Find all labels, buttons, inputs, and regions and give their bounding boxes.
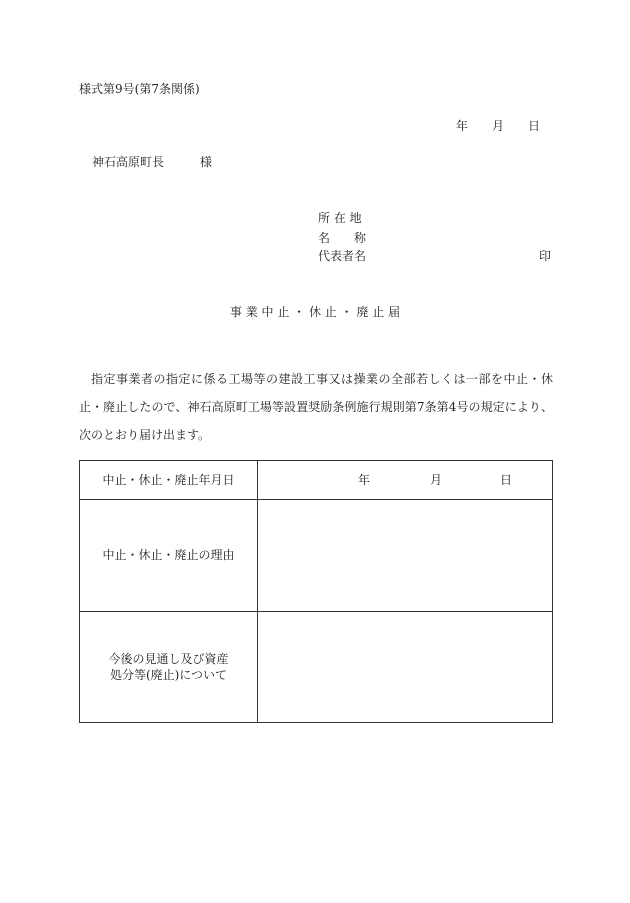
table-date-month: 月 (430, 473, 443, 488)
outlook-label-line2: 処分等(廃止)について (109, 667, 228, 682)
table-row (80, 461, 553, 500)
outlook-label-line1: 今後の見通し及び資産 (108, 651, 229, 666)
table-row (80, 500, 553, 611)
suspension-date-field[interactable] (258, 461, 553, 500)
form-number: 様式第9号(第7条関係) (79, 82, 200, 96)
addressee-honorific: 様 (200, 155, 213, 169)
suspension-reason-label: 中止・休止・廃止の理由 (102, 548, 235, 563)
notification-table (79, 460, 553, 723)
addressee-name: 神石高原町長 (92, 155, 165, 169)
suspension-reason-field[interactable] (258, 500, 553, 611)
table-label-cell (80, 500, 258, 611)
table-label-cell (80, 461, 258, 500)
addressee (92, 156, 212, 168)
outlook-disposal-field[interactable] (258, 611, 553, 722)
sender-name-label: 名 称 (318, 231, 367, 245)
date-day-label: 日 (528, 119, 541, 133)
table-row (80, 611, 553, 722)
date-year-label: 年 (456, 119, 469, 133)
suspension-date-label: 中止・休止・廃止年月日 (102, 473, 235, 488)
table-date-day: 日 (500, 473, 513, 488)
submission-date (456, 120, 540, 132)
document-title: 事 業 中 止 ・ 休 止 ・ 廃 止 届 (229, 305, 401, 319)
sender-representative-label: 代表者名 (318, 249, 367, 263)
table-date-year: 年 (358, 473, 371, 488)
seal-mark: 印 (539, 249, 552, 263)
sender-address-label: 所 在 地 (318, 211, 362, 225)
table-label-cell (80, 611, 258, 722)
date-month-label: 月 (492, 119, 505, 133)
body-paragraph: 指定事業者の指定に係る工場等の建設工事又は操業の全部若しくは一部を中止・休止・廃止したので、神石高原町工場等設置奨励条例施行規則第7条第4号の規定により、次のとおり届け出ます。 (79, 372, 553, 442)
